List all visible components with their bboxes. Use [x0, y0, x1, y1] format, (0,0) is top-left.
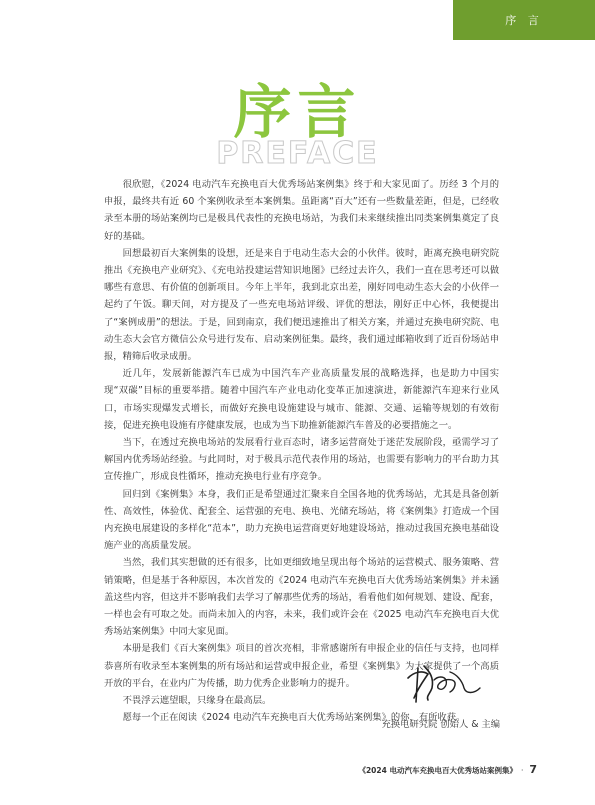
page-footer	[358, 763, 537, 776]
paragraph: 很欣慰，《2024 电动汽车充换电百大优秀场站案例集》终于和大家见面了。历经 3 个月的申报，最终共有近 60 个案例收录至本案例集。虽距离“百大”还有一些数量差距，但是，已经收录至本册的场站案例均已是极具代表性的充换电场站，为我们未来继续推出同类案例集奠定了良好的基础。	[104, 179, 499, 242]
paragraph: 当然，我们其实想做的还有很多，比如更细致地呈现出每个场站的运营模式、服务策略、营销策略，但是基于各种原因，本次首发的《2024 电动汽车充换电百大优秀场站案例集》并未涵盖这些内容，但这并不影响我们去学习了解那些优秀的场站，看看他们如何规划、建设、配套，一样也会有可取之处。而尚未加入的内容，未来，我们或许会在《2025 电动汽车充换电百大优秀场站案例集》中同大家见面。	[104, 557, 499, 638]
handwritten-signature	[404, 658, 484, 704]
preface-body	[104, 176, 499, 727]
paragraph: 愿每一个正在阅读《2024 电动汽车充换电百大优秀场站案例集》的你，有所收获。	[122, 712, 466, 724]
paragraph: 近几年，发展新能源汽车已成为中国汽车产业高质量发展的战略选择，也是助力中国实现“双碳”目标的重要举措。随着中国汽车产业电动化变革正加速演进，新能源汽车迎来行业风口，市场实现爆发式增长，而做好充换电设施建设与城市、能源、交通、运输等规划的有效衔接，促进充换电设施有序健康发展，也成为当下助推新能源汽车普及的必要措施之一。	[104, 368, 499, 431]
paragraph: 不畏浮云遮望眼，只缘身在最高层。	[122, 695, 272, 707]
page-title: 序言	[233, 78, 362, 146]
paragraph: 本册是我们《百大案例集》项目的首次亮相，非常感谢所有申报企业的信任与支持，也同样恭喜所有收录至本案例集的所有场站和运营或申报企业，希望《案例集》为大家提供了一个高质开放的平台，在业内广为传播，助力优秀企业影响力的提升。	[104, 643, 499, 689]
page-number: 7	[529, 763, 537, 776]
title-block	[0, 76, 595, 176]
footer-publication: 《2024 电动汽车充换电百大优秀场站案例集》	[358, 766, 517, 775]
footer-separator: ·	[520, 766, 524, 775]
paragraph: 当下，在透过充换电场站的发展看行业百态时，诸多运营商处于迷茫发展阶段，亟需学习了解国内优秀场站经验。与此同时，对于极具示范代表作用的场站，也需要有影响力的平台助力其宣传推广，形成良性循环，推动充换电行业有序竞争。	[104, 437, 499, 483]
section-tab-label: 序 言	[505, 14, 543, 27]
signature-mark	[404, 658, 484, 704]
paragraph: 回想最初百大案例集的设想，还是来自于电动生态大会的小伙伴。彼时，距离充换电研究院推出《充换电产业研究》、《充电站投建运营知识地图》已经过去许久，我们一直在思考还可以做哪些有意思、有价值的创新项目。今年上半年，我到北京出差，刚好同电动生态大会的小伙伴一起约了午饭。聊天间，对方提及了一些充电场站评级、评优的想法，刚好正中心怀，我便提出了“案例成册”的想法。于是，回到南京，我们便迅速推出了相关方案，并通过充换电研究院、电动生态大会官方微信公众号进行发布、启动案例征集。最终，我们通过邮箱收到了近百份场站申报，精筛后收录成册。	[104, 247, 499, 363]
paragraph: 回归到《案例集》本身，我们正是希望通过汇聚来自全国各地的优秀场站，尤其是具备创新性、高效性，体验优、配套全、运营强的充电、换电、光储充场站，将《案例集》打造成一个国内充换电展建设的多样化“范本”，助力充换电运营商更好地建设场站，推动过我国充换电基础设施产业的高质量发展。	[104, 488, 499, 552]
signature-caption: 充换电研究院 创始人 & 主编	[381, 719, 500, 730]
title-english-outline: PREFACE	[216, 136, 379, 171]
section-tab	[453, 0, 595, 40]
